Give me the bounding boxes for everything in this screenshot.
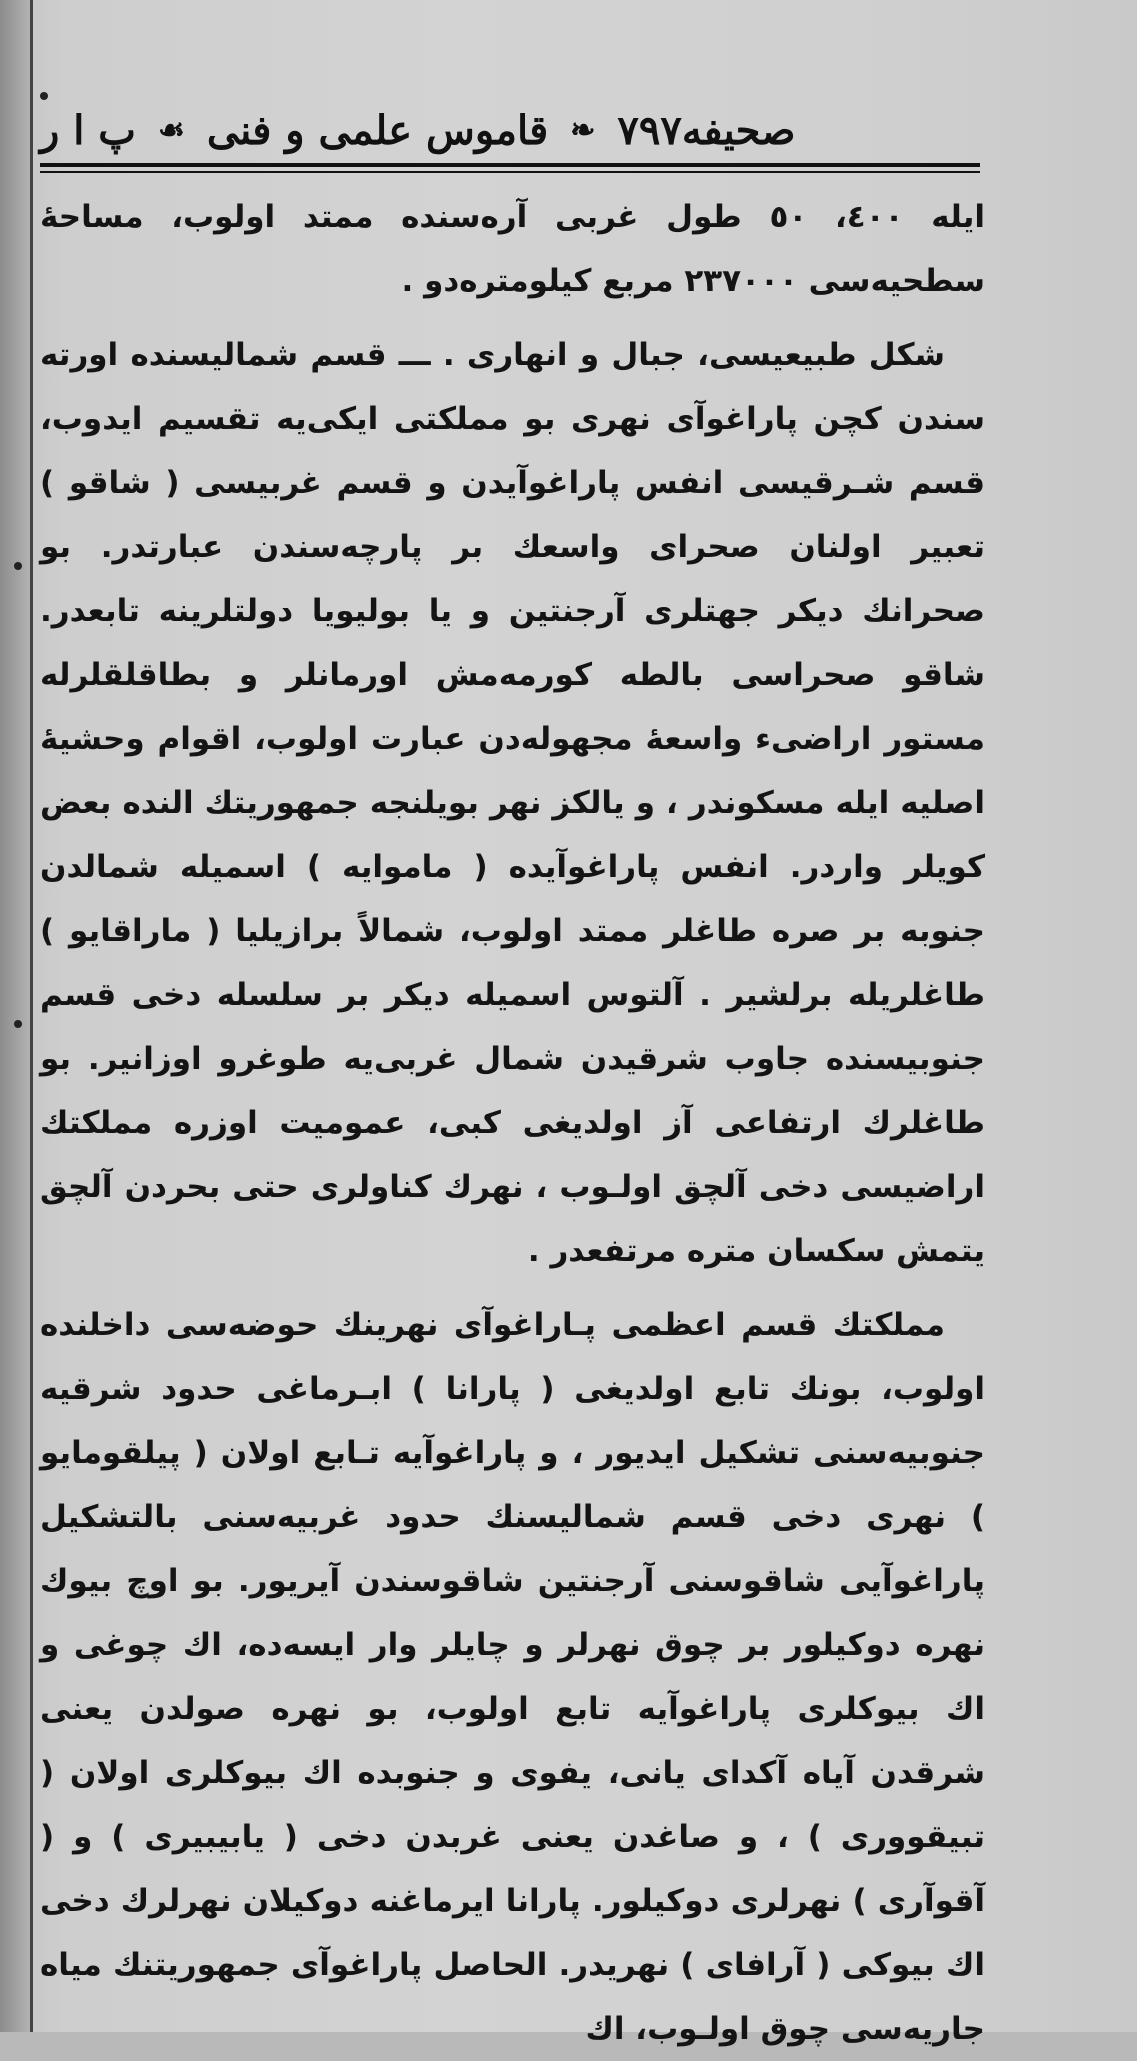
paragraph-1: ایله ٤٠٠، ٥٠ طول غربی آره‌سنده ممتد اولوب، مساحهٔ سطحیه‌سی ٢٣٧٠٠٠ مربع کیلومتره‌دو . (40, 199, 986, 299)
paragraph-3: مملکتك قسم اعظمی پـاراغوآی نهرینك حوضه‌سی داخلنده اولوب، بونك تابع اولدیغی ( پارانا ) ابـرماغی حدود شرقیه جنوبیه‌سنی تشکیل ایدیور ، و پاراغوآیه تـابع اولان ( پیلقومایو ) نهری دخی قسم شمالیسنك حدود غربیه‌سنی بالتشکیل پاراغوآیی شاقوسنی آرجنتین شاقوسندن آیریور. بو اوچ بیوك نهره دوکیلور بر چوق نهرلر و چایلر وار ایسه‌ده، اك چوغی و اك بیوکلری پاراغوآیه تابع اولوب، بو نهره صولدن یعنی شرقدن آیاه آکدای یانی، یفوی و جنوبده اك بیوکلری اولان ( تبیقووری ) ، و صاغدن یعنی غربدن دخی ( یابیبیری ) و ( آقوآری ) نهرلری دوکیلور. پارانا ایرماغنه دوکیلان نهرلرك دخی اك بیوکی ( آرافای ) نهریدر. الحاصل پاراغوآی جمهوریتنك میاه جاریه‌سی چوق اولـوب، اك (40, 1307, 985, 2047)
header-rule-thick (40, 163, 980, 167)
page-header (40, 95, 980, 165)
header-letters: پ ا ر (40, 106, 136, 154)
header-row (40, 95, 980, 165)
margin-dot (40, 92, 48, 100)
ornament-right-icon: ☙ (157, 112, 185, 148)
margin-dot (14, 562, 22, 570)
header-page-label: صحیفه٧٩٧ (617, 106, 796, 154)
paragraph-2: شکل طبیعیسی، جبال و انهاری . ـــ قسم شمالیسنده اورته سندن کچن پاراغوآی نهری بو مملکتی ایکی‌یه تقسیم ایدوب، قسم شـرقیسی انفس پاراغوآیدن و قسم غربیسی ( شاقو ) تعبیر اولنان صحرای واسعك بر پارچه‌سندن عبارتدر. بو صحرانك دیکر جهتلری آرجنتین و یا بولیویا دولتلرینه تابعدر. شاقو صحراسی بالطه کورمه‌مش اورمانلر و بطاقلقلرله مستور اراضیء واسعهٔ مجهوله‌دن عبارت اولوب، اقوام وحشیهٔ اصلیه ایله مسکوندر ، و یالکز نهر بویلنجه جمهوریتك النده بعض کویلر واردر. انفس پاراغوآیده ( ماموایه ) اسمیله شمالدن جنوبه بر صره طاغلر ممتد اولوب، شمالاً برازیلیا ( ماراقایو ) طاغلریله برلشیر . آلتوس اسمیله دیکر بر سلسله دخی قسم جنوبیسنده جاوب شرقیدن شمال غربی‌یه طوغرو اوزانیر. بو طاغلرك ارتفاعی آز اولدیغی کبی، عمومیت اوزره مملکتك اراضیسی دخی آلچق اولـوب ، نهرك کناولری حتی بحردن آلچق یتمش سکسان متره مرتفعدر . (40, 337, 985, 1269)
article-body (40, 185, 986, 2047)
margin-dot (14, 1020, 22, 1028)
page-gutter (0, 0, 32, 2032)
ornament-left-icon: ❧ (570, 112, 596, 148)
page-edge-line (30, 0, 33, 2032)
header-title: قاموس علمی و فنی (206, 106, 549, 154)
header-rule-thin (40, 171, 980, 173)
